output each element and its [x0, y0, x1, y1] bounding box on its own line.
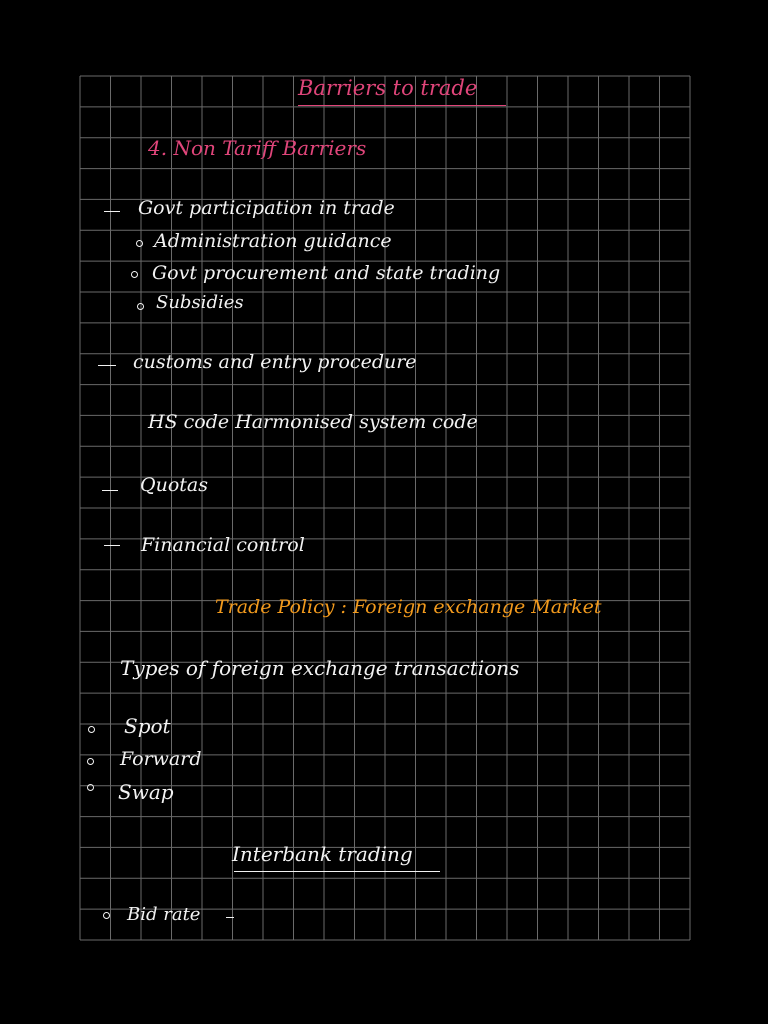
- govt-item-subsidies: Subsidies: [156, 292, 244, 313]
- fx-item-spot: Spot: [124, 714, 171, 738]
- fx-item-swap: Swap: [118, 780, 174, 804]
- dash-quotas: [102, 490, 118, 491]
- bullet-swap: [87, 784, 94, 791]
- dash-govt: [104, 211, 120, 212]
- page-title: Barriers to trade: [298, 76, 478, 100]
- fx-item-forward: Forward: [120, 748, 202, 770]
- section-heading-trade-policy: Trade Policy : Foreign exchange Market: [215, 596, 602, 618]
- bullet-forward: [87, 758, 94, 765]
- quotas-label: Quotas: [140, 474, 208, 496]
- interbank-underline: [234, 871, 440, 872]
- dash-financial: [104, 545, 120, 546]
- bullet-bid-rate: [103, 912, 110, 919]
- fx-types-label: Types of foreign exchange transactions: [120, 656, 520, 680]
- title-underline: [298, 105, 506, 106]
- customs-label: customs and entry procedure: [133, 351, 417, 373]
- hs-code-label: HS code Harmonised system code: [148, 411, 478, 433]
- bullet-spot: [88, 726, 95, 733]
- section-heading-interbank: Interbank trading: [232, 842, 413, 866]
- interbank-item-bid-rate: Bid rate: [127, 904, 201, 925]
- dash-customs: [98, 365, 116, 366]
- govt-participation-label: Govt participation in trade: [138, 197, 395, 219]
- financial-control-label: Financial control: [141, 534, 305, 556]
- bullet-procurement: [131, 271, 138, 278]
- bullet-subsidies: [137, 303, 144, 310]
- section-heading-non-tariff: 4. Non Tariff Barriers: [148, 136, 367, 160]
- govt-item-procurement: Govt procurement and state trading: [152, 262, 501, 284]
- dash-bid-rate: [226, 917, 234, 918]
- govt-item-administration: Administration guidance: [154, 230, 392, 252]
- bullet-admin: [136, 240, 143, 247]
